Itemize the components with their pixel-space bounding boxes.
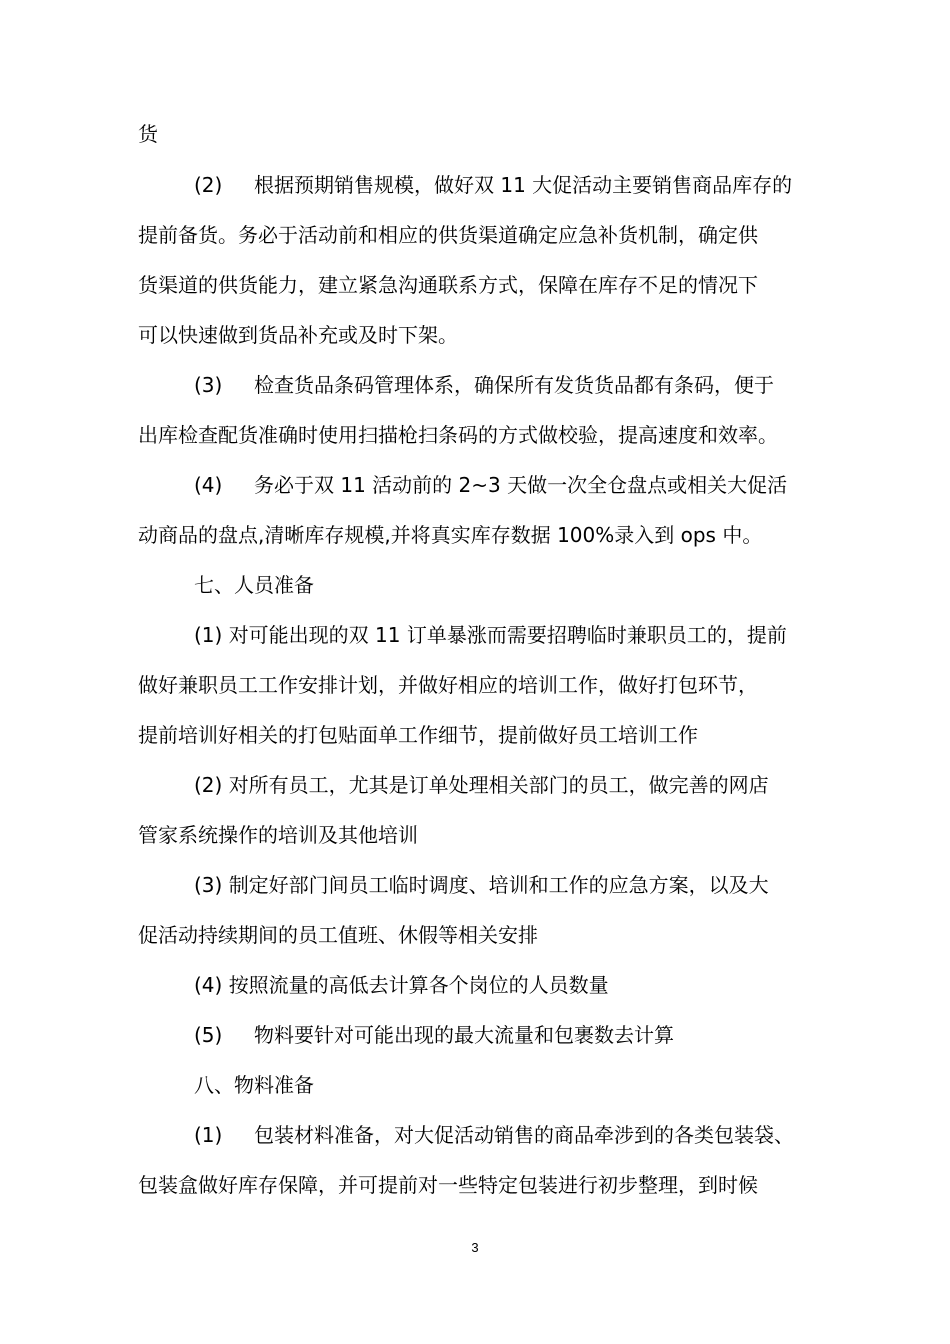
- section-heading-7: 七、人员准备: [194, 573, 314, 597]
- list-item-5: [194, 1021, 674, 1049]
- list-item-2: [194, 171, 792, 199]
- text-line: 检查货品条码管理体系，确保所有发货货品都有条码，便于: [254, 373, 774, 397]
- text-line: 做好兼职员工工作安排计划，并做好相应的培训工作，做好打包环节，: [138, 673, 758, 697]
- list-item-1: [194, 1121, 794, 1149]
- text-line: (1) 对可能出现的双 11 订单暴涨而需要招聘临时兼职员工的，提前: [194, 623, 787, 647]
- text-line: 可以快速做到货品补充或及时下架。: [138, 323, 458, 347]
- text-line: 出库检查配货准确时使用扫描枪扫条码的方式做校验，提高速度和效率。: [138, 423, 778, 447]
- text-line: 动商品的盘点,清晰库存规模,并将真实库存数据 100%录入到 ops 中。: [138, 523, 763, 547]
- text-line: 提前培训好相关的打包贴面单工作细节，提前做好员工培训工作: [138, 723, 698, 747]
- list-item-3: [194, 371, 774, 399]
- text-line: 包装盒做好库存保障，并可提前对一些特定包装进行初步整理，到时候: [138, 1173, 758, 1197]
- item-number: (2): [194, 173, 223, 197]
- text-line: 提前备货。务必于活动前和相应的供货渠道确定应急补货机制，确定供: [138, 223, 758, 247]
- text-line: 货: [138, 122, 158, 146]
- list-item-4: [194, 471, 787, 499]
- text-line: (4) 按照流量的高低去计算各个岗位的人员数量: [194, 973, 609, 997]
- item-number: (1): [194, 1123, 223, 1147]
- text-line: 物料要针对可能出现的最大流量和包裹数去计算: [254, 1023, 674, 1047]
- text-line: 务必于双 11 活动前的 2~3 天做一次全仓盘点或相关大促活: [254, 473, 788, 497]
- page-number: 3: [471, 1240, 479, 1255]
- text-line: 管家系统操作的培训及其他培训: [138, 823, 418, 847]
- text-line: (2) 对所有员工，尤其是订单处理相关部门的员工，做完善的网店: [194, 773, 769, 797]
- item-number: (5): [194, 1023, 223, 1047]
- text-line: (3) 制定好部门间员工临时调度、培训和工作的应急方案，以及大: [194, 873, 769, 897]
- text-line: 根据预期销售规模，做好双 11 大促活动主要销售商品库存的: [254, 173, 793, 197]
- item-number: (3): [194, 373, 223, 397]
- text-line: 促活动持续期间的员工值班、休假等相关安排: [138, 923, 538, 947]
- text-line: 货渠道的供货能力，建立紧急沟通联系方式，保障在库存不足的情况下: [138, 273, 758, 297]
- item-number: (4): [194, 473, 223, 497]
- text-line: 包装材料准备，对大促活动销售的商品牵涉到的各类包装袋、: [254, 1123, 794, 1147]
- section-heading-8: 八、物料准备: [194, 1073, 314, 1097]
